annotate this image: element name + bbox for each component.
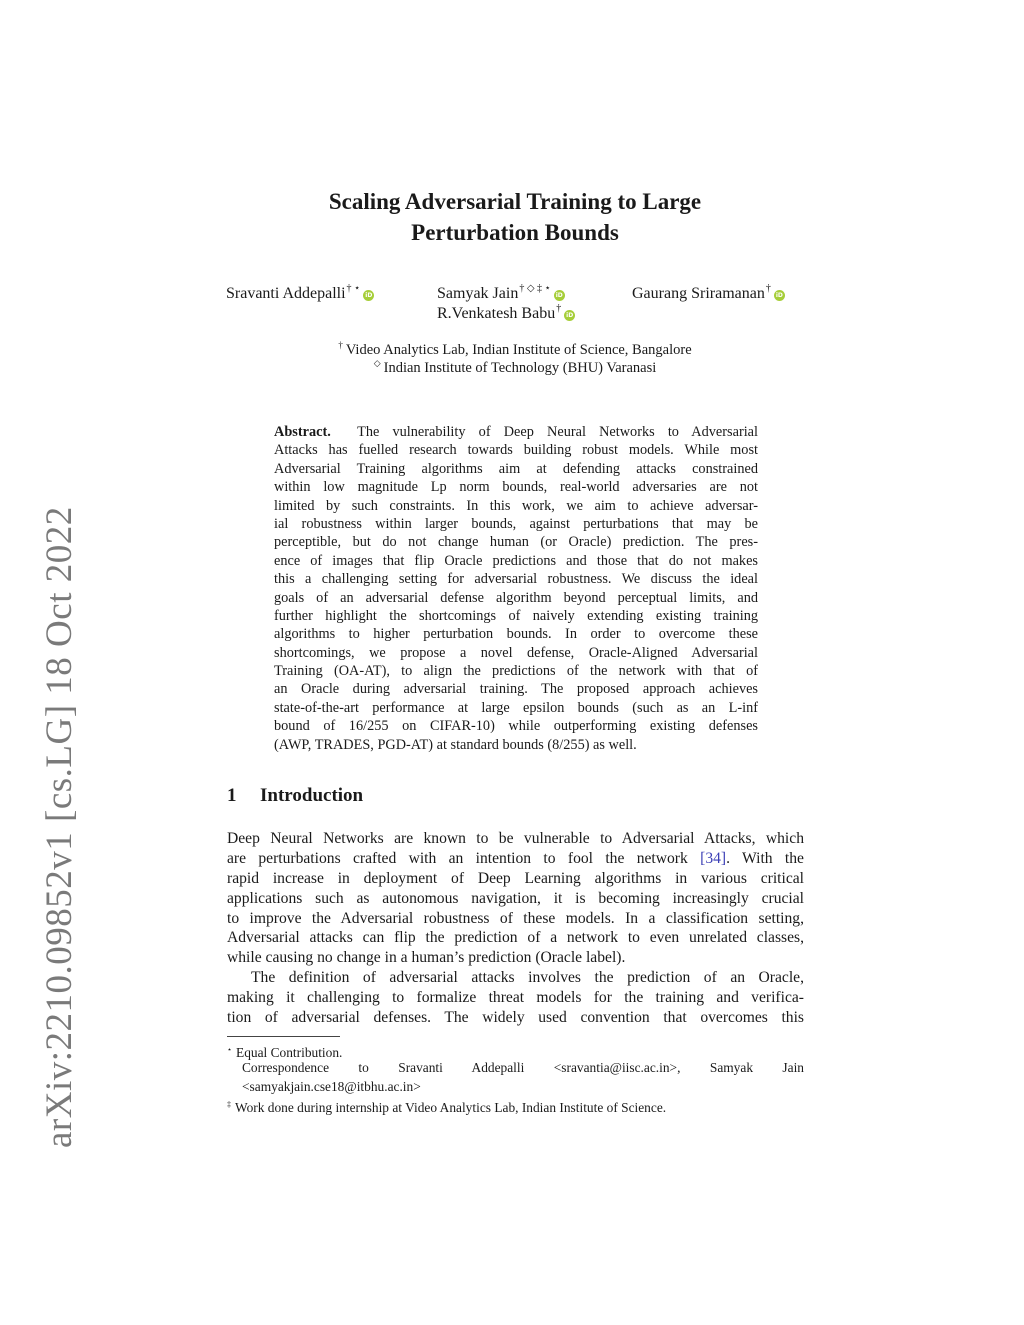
abstract-line: this a challenging setting for adversarial robustness. We discuss the ideal (274, 571, 758, 588)
citation-link-34[interactable]: [34] (700, 849, 727, 867)
author-addepalli (226, 283, 374, 303)
affiliation-mark: † (338, 340, 343, 350)
affiliation-text: Video Analytics Lab, Indian Institute of Science, Bangalore (345, 342, 692, 358)
abstract-line: state-of-the-art performance at large epsilon bounds (such as an L-inf (274, 699, 758, 716)
abstract-line: an Oracle during adversarial training. The proposed approach achieves (274, 681, 758, 698)
intro-paragraph-1 (227, 829, 804, 968)
abstract-line: ence of images that flip Oracle predictions and those that do not makes (274, 552, 758, 569)
abstract-line: perceptible, but do not change human (or Oracle) prediction. The pres- (274, 534, 758, 551)
abstract-line: Abstract. The vulnerability of Deep Neural Networks to Adversarial (274, 424, 758, 440)
body-line: tion of adversarial defenses. The widely used convention that overcomes this (227, 1008, 804, 1026)
title-line-1: Scaling Adversarial Training to Large (328, 189, 702, 214)
author-name: Sravanti Addepalli (226, 285, 346, 302)
abstract-line: shortcomings, we propose a novel defense, Oracle-Aligned Adversarial (274, 644, 758, 661)
body-line: while causing no change in a human’s prediction (Oracle label). (227, 949, 626, 967)
body-line: are perturbations crafted with an intention to fool the network [34]. With the (227, 849, 804, 867)
footnote-equal-contribution: ⋆ Equal Contribution. (227, 1045, 343, 1060)
affiliation-iit-bhu (200, 358, 830, 377)
body-line: making it challenging to formalize threat models for the training and verifica- (227, 988, 804, 1006)
body-line: to improve the Adversarial robustness of these models. In a classification setting, (227, 909, 804, 927)
orcid-icon[interactable]: iD (555, 292, 563, 299)
section-title: Introduction (260, 785, 364, 806)
body-line: The definition of adversarial attacks involves the prediction of an Oracle, (251, 969, 804, 986)
abstract-line: Adversarial Training algorithms aim at defending attacks constrained (274, 460, 758, 477)
footnote-correspondence-email: <samyakjain.cse18@itbhu.ac.in> (242, 1078, 421, 1094)
abstract-line: within low magnitude Lp norm bounds, real-world adversaries are not (274, 479, 758, 496)
author-name: Samyak Jain (437, 285, 519, 302)
affiliation-mark: ◇ (373, 358, 381, 368)
author-marks: † (556, 303, 562, 314)
author-marks: † (765, 283, 771, 294)
intro-paragraph-2 (227, 968, 804, 1028)
author-marks: † ◇ ‡ ⋆ (519, 283, 551, 294)
orcid-icon[interactable]: iD (775, 292, 783, 299)
abstract-line: Training (OA-AT), to align the predictions of the network with that of (274, 663, 758, 680)
abstract-line: ial robustness within larger bounds, against perturbations that may be (274, 515, 758, 532)
footnotes (227, 1041, 804, 1115)
footnote-correspondence: Correspondence to Sravanti Addepalli <sravantia@iisc.ac.in>, Samyak Jain (242, 1060, 804, 1076)
section-number: 1 (227, 785, 237, 806)
body-line: rapid increase in deployment of Deep Learning algorithms in various critical (227, 869, 804, 887)
abstract-line: (AWP, TRADES, PGD-AT) at standard bounds (8/255) as well. (274, 736, 637, 753)
affiliation-iisc (200, 340, 830, 359)
abstract-label: Abstract. (274, 424, 331, 440)
abstract-line: limited by such constraints. In this work, we aim to achieve adversar- (274, 497, 758, 514)
abstract-line: algorithms to higher perturbation bounds. In order to overcome these (274, 626, 758, 643)
abstract-line: bound of 16/255 on CIFAR-10) while outperforming existing defenses (274, 718, 758, 735)
footnote-divider (227, 1036, 340, 1037)
body-line: Adversarial attacks can flip the prediction of a network to even unrelated classes, (227, 929, 804, 947)
affiliation-text: Indian Institute of Technology (BHU) Varanasi (383, 360, 657, 376)
body-line: applications such as autonomous navigation, it is becoming increasingly crucial (227, 889, 804, 907)
author-jain (437, 283, 565, 303)
footnote-internship: ‡ Work done during internship at Video Analytics Lab, Indian Institute of Science. (227, 1100, 667, 1116)
author-sriramanan (632, 283, 785, 303)
author-marks: † ⋆ (346, 283, 361, 294)
orcid-icon[interactable]: iD (365, 292, 373, 299)
abstract-line: goals of an adversarial defense algorithm beyond perceptual limits, and (274, 589, 758, 606)
author-babu (437, 303, 575, 323)
abstract-line: further highlight the shortcomings of naively extending existing training (274, 607, 758, 624)
title-line-2: Perturbation Bounds (411, 220, 619, 245)
paper-title (200, 186, 830, 248)
author-name: Gaurang Sriramanan (632, 285, 765, 302)
orcid-icon[interactable]: iD (566, 312, 574, 319)
body-line: Deep Neural Networks are known to be vulnerable to Adversarial Attacks, which (227, 830, 804, 847)
abstract-line: Attacks has fuelled research towards building robust models. While most (274, 442, 758, 459)
section-heading-introduction (227, 785, 363, 807)
abstract (274, 423, 758, 754)
arxiv-id-text: arXiv:2210.09852v1 [cs.LG] 18 Oct 2022 (39, 506, 80, 1148)
author-name: R.Venkatesh Babu (437, 305, 556, 322)
